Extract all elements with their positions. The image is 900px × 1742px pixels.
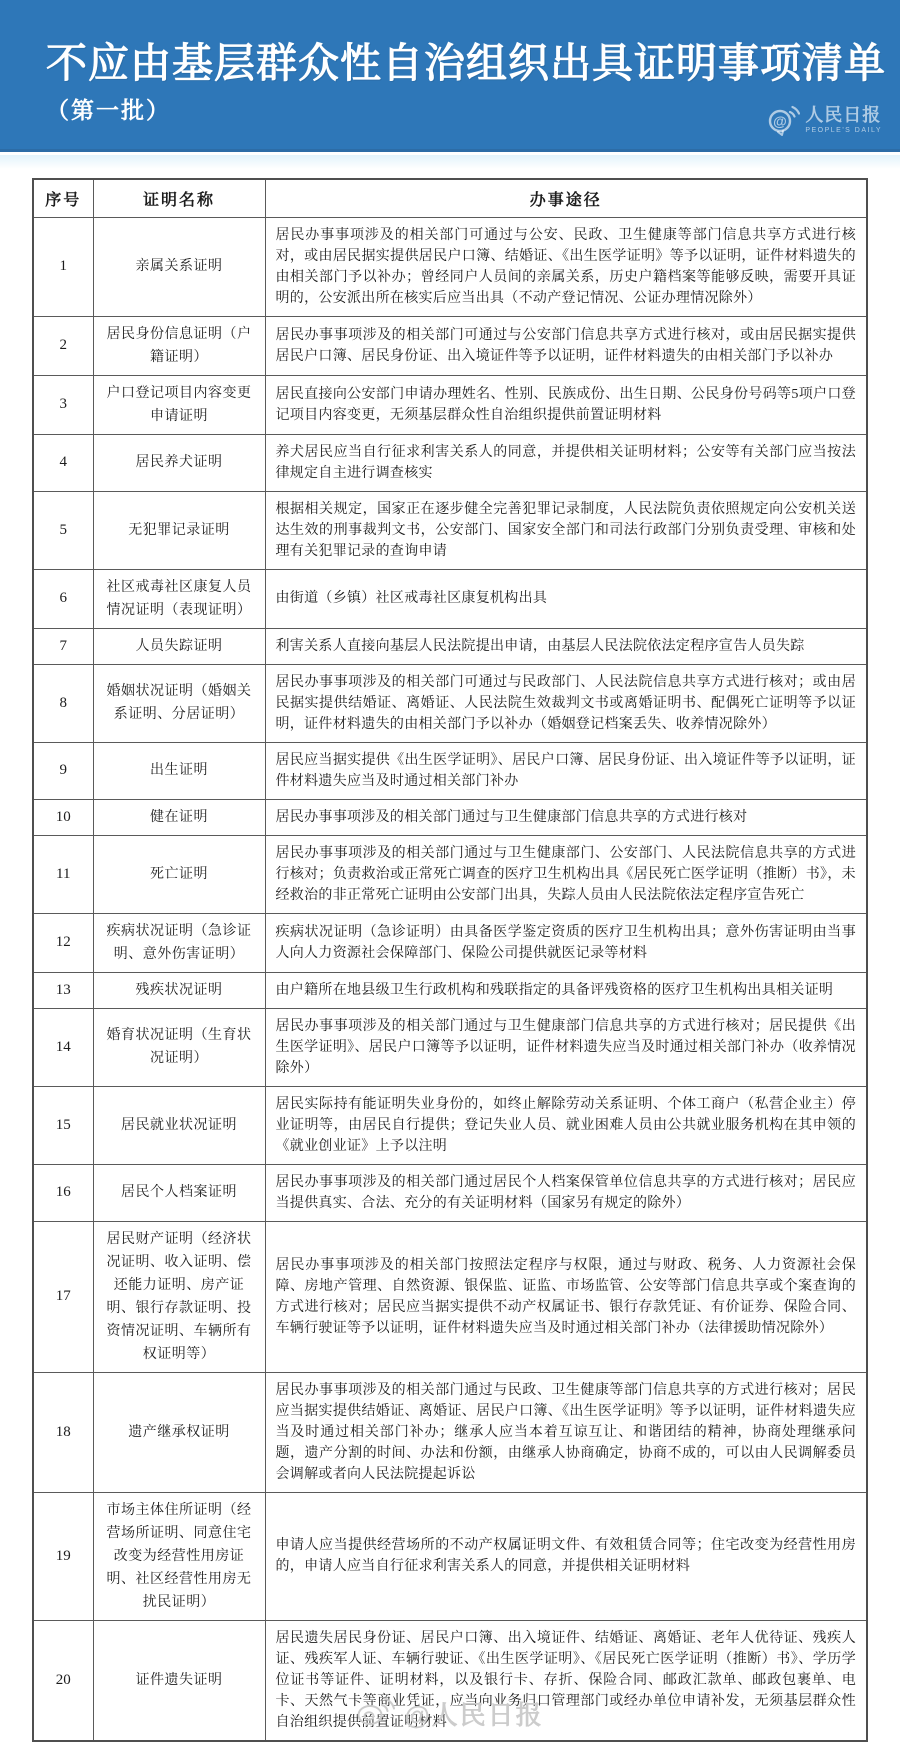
table-row	[33, 491, 867, 569]
row-number-cell: 1	[33, 217, 93, 316]
table-row	[33, 799, 867, 835]
path-cell: 居民办事事项涉及的相关部门可通过与公安部门信息共享方式进行核对，或由居民据实提供居民户口簿、居民身份证、出入境证件等予以证明，证件材料遗失的由相关部门予以补办	[265, 316, 867, 375]
path-cell: 申请人应当提供经营场所的不动产权属证明文件、有效租赁合同等；住宅改变为经营性用房的，申请人应当自行征求利害关系人的同意，并提供相关证明材料	[265, 1492, 867, 1620]
cert-name-cell: 残疾状况证明	[93, 972, 265, 1008]
row-number-cell: 9	[33, 742, 93, 799]
table-row	[33, 1492, 867, 1620]
path-cell: 由街道（乡镇）社区戒毒社区康复机构出具	[265, 569, 867, 628]
table-row	[33, 434, 867, 491]
table-row	[33, 1086, 867, 1164]
table-row	[33, 742, 867, 799]
path-cell: 疾病状况证明（急诊证明）由具备医学鉴定资质的医疗卫生机构出具；意外伤害证明由当事人向人力资源社会保障部门、保险公司提供就医记录等材料	[265, 913, 867, 972]
cert-name-cell: 市场主体住所证明（经营场所证明、同意住宅改变为经营性用房证明、社区经营性用房无扰民证明）	[93, 1492, 265, 1620]
table-row	[33, 1008, 867, 1086]
row-number-cell: 5	[33, 491, 93, 569]
cert-name-cell: 健在证明	[93, 799, 265, 835]
path-cell: 利害关系人直接向基层人民法院提出申请，由基层人民法院依法定程序宣告人员失踪	[265, 628, 867, 664]
cert-name-cell: 居民财产证明（经济状况证明、收入证明、偿还能力证明、房产证明、银行存款证明、投资情况证明、车辆所有权证明等）	[93, 1221, 265, 1372]
row-number-cell: 10	[33, 799, 93, 835]
row-number-cell: 4	[33, 434, 93, 491]
path-cell: 居民应当据实提供《出生医学证明》、居民户口簿、居民身份证、出入境证件等予以证明，证件材料遗失应当及时通过相关部门补办	[265, 742, 867, 799]
cert-name-cell: 疾病状况证明（急诊证明、意外伤害证明）	[93, 913, 265, 972]
row-number-cell: 13	[33, 972, 93, 1008]
header-row	[33, 179, 867, 217]
table-row	[33, 913, 867, 972]
weibo-icon	[356, 1695, 396, 1732]
row-number-cell: 15	[33, 1086, 93, 1164]
col-header-path: 办事途径	[265, 179, 867, 217]
table-row	[33, 1164, 867, 1221]
cert-name-cell: 居民养犬证明	[93, 434, 265, 491]
row-number-cell: 12	[33, 913, 93, 972]
path-cell: 居民办事事项涉及的相关部门通过与卫生健康部门信息共享的方式进行核对	[265, 799, 867, 835]
table-row	[33, 569, 867, 628]
row-number-cell: 6	[33, 569, 93, 628]
page-title: 不应由基层群众性自治组织出具证明事项清单	[46, 40, 886, 86]
col-header-cert-name: 证明名称	[93, 179, 265, 217]
table-row	[33, 316, 867, 375]
table-row	[33, 375, 867, 434]
path-cell: 居民直接向公安部门申请办理姓名、性别、民族成份、出生日期、公民身份号码等5项户口登记项目内容变更，无须基层群众性自治组织提供前置证明材料	[265, 375, 867, 434]
col-header-number: 序号	[33, 179, 93, 217]
row-number-cell: 16	[33, 1164, 93, 1221]
row-number-cell: 11	[33, 835, 93, 913]
path-cell: 居民遗失居民身份证、居民户口簿、出入境证件、结婚证、离婚证、老年人优待证、残疾人证、残疾军人证、车辆行驶证、《出生医学证明》、《居民死亡医学证明（推断）书》、学历学位证书等证件、证明材料，以及银行卡、存折、保险合同、邮政汇款单、邮政包裹单、电卡、天然气卡等商业凭证，应当向业务归口管理部门或经办单位申请补发，无须基层群众性自治组织提供前置证明材料	[265, 1620, 867, 1741]
table-header	[33, 179, 867, 217]
svg-text:@: @	[773, 113, 788, 129]
row-number-cell: 18	[33, 1372, 93, 1492]
logo-en-text: PEOPLE'S DAILY	[805, 127, 882, 134]
path-cell: 由户籍所在地县级卫生行政机构和残联指定的具备评残资格的医疗卫生机构出具相关证明	[265, 972, 867, 1008]
path-cell: 居民办事事项涉及的相关部门按照法定程序与权限，通过与财政、税务、人力资源社会保障、房地产管理、自然资源、银保监、证监、市场监管、公安等部门信息共享或个案查询的方式进行核对；居民应当据实提供不动产权属证书、银行存款凭证、有价证券、保险合同、车辆行驶证等予以证明，证件材料遗失应当及时通过相关部门补办（法律援助情况除外）	[265, 1221, 867, 1372]
table-container	[0, 152, 900, 1742]
row-number-cell: 7	[33, 628, 93, 664]
certificate-table	[32, 178, 868, 1742]
path-cell: 居民办事事项涉及的相关部门可通过与公安、民政、卫生健康等部门信息共享方式进行核对，或由居民据实提供居民户口簿、结婚证、《出生医学证明》等予以证明，证件材料遗失的由相关部门予以补办；曾经同户人员间的亲属关系，历史户籍档案等能够反映，需要开具证明的，公安派出所在核实后应当出具（不动产登记情况、公证办理情况除外）	[265, 217, 867, 316]
cert-name-cell: 出生证明	[93, 742, 265, 799]
table-row	[33, 664, 867, 742]
cert-name-cell: 社区戒毒社区康复人员情况证明（表现证明）	[93, 569, 265, 628]
row-number-cell: 17	[33, 1221, 93, 1372]
cert-name-cell: 死亡证明	[93, 835, 265, 913]
cert-name-cell: 婚育状况证明（生育状况证明）	[93, 1008, 265, 1086]
row-number-cell: 14	[33, 1008, 93, 1086]
table-row	[33, 972, 867, 1008]
row-number-cell: 19	[33, 1492, 93, 1620]
path-cell: 养犬居民应当自行征求利害关系人的同意，并提供相关证明材料；公安等有关部门应当按法律规定自主进行调查核实	[265, 434, 867, 491]
row-number-cell: 2	[33, 316, 93, 375]
row-number-cell: 20	[33, 1620, 93, 1741]
cert-name-cell: 遗产继承权证明	[93, 1372, 265, 1492]
cert-name-cell: 居民就业状况证明	[93, 1086, 265, 1164]
row-number-cell: 3	[33, 375, 93, 434]
header-banner	[0, 0, 900, 152]
cert-name-cell: 人员失踪证明	[93, 628, 265, 664]
banner-fade-strip	[0, 155, 900, 169]
cert-name-cell: 户口登记项目内容变更申请证明	[93, 375, 265, 434]
watermark-text: @人民日报	[404, 1700, 544, 1730]
table-row	[33, 1221, 867, 1372]
row-number-cell: 8	[33, 664, 93, 742]
path-cell: 根据相关规定，国家正在逐步健全完善犯罪记录制度，人民法院负责依照规定向公安机关送达生效的刑事裁判文书，公安部门、国家安全部门和司法行政部门分别负责受理、审核和处理有关犯罪记录的查询申请	[265, 491, 867, 569]
table-row	[33, 1372, 867, 1492]
cert-name-cell: 无犯罪记录证明	[93, 491, 265, 569]
cert-name-cell: 亲属关系证明	[93, 217, 265, 316]
table-row	[33, 628, 867, 664]
batch-subtitle: （第一批）	[46, 98, 171, 123]
logo-cn-text: 人民日报	[805, 105, 882, 125]
cert-name-cell: 居民个人档案证明	[93, 1164, 265, 1221]
path-cell: 居民办事事项涉及的相关部门通过居民个人档案保管单位信息共享的方式进行核对；居民应当提供真实、合法、充分的有关证明材料（国家另有规定的除外）	[265, 1164, 867, 1221]
table-row	[33, 217, 867, 316]
path-cell: 居民办事事项涉及的相关部门通过与卫生健康部门信息共享的方式进行核对；居民提供《出生医学证明》、居民户口簿等予以证明，证件材料遗失应当及时通过相关部门补办（收养情况除外）	[265, 1008, 867, 1086]
at-signal-icon	[766, 103, 800, 137]
cert-name-cell: 婚姻状况证明（婚姻关系证明、分居证明）	[93, 664, 265, 742]
path-cell: 居民实际持有能证明失业身份的，如终止解除劳动关系证明、个体工商户（私营企业主）停业证明等，由居民自行提供；登记失业人员、就业困难人员由公共就业服务机构在其申领的《就业创业证》上予以注明	[265, 1086, 867, 1164]
path-cell: 居民办事事项涉及的相关部门通过与卫生健康部门、公安部门、人民法院信息共享的方式进行核对；负责救治或正常死亡调查的医疗卫生机构出具《居民死亡医学证明（推断）书》，未经救治的非正常死亡证明由公安部门出具，失踪人员由人民法院依法定程序宣告死亡	[265, 835, 867, 913]
cert-name-cell: 证件遗失证明	[93, 1620, 265, 1741]
table-body	[33, 217, 867, 1741]
table-row	[33, 835, 867, 913]
path-cell: 居民办事事项涉及的相关部门通过与民政、卫生健康等部门信息共享的方式进行核对；居民应当据实提供结婚证、离婚证、居民户口簿、《出生医学证明》等予以证明，证件材料遗失应当及时通过相关部门补办；继承人应当本着互谅互让、和谐团结的精神，协商处理继承问题，遗产分割的时间、办法和份额，由继承人协商确定，协商不成的，可以由人民调解委员会调解或者向人民法院提起诉讼	[265, 1372, 867, 1492]
cert-name-cell: 居民身份信息证明（户籍证明）	[93, 316, 265, 375]
path-cell: 居民办事事项涉及的相关部门可通过与民政部门、人民法院信息共享方式进行核对；或由居民据实提供结婚证、离婚证、人民法院生效裁判文书或离婚证明书、配偶死亡证明等予以证明，证件材料遗失的由相关部门予以补办（婚姻登记档案丢失、收养情况除外）	[265, 664, 867, 742]
footer-watermark	[0, 1695, 900, 1732]
peoples-daily-logo	[766, 103, 882, 137]
